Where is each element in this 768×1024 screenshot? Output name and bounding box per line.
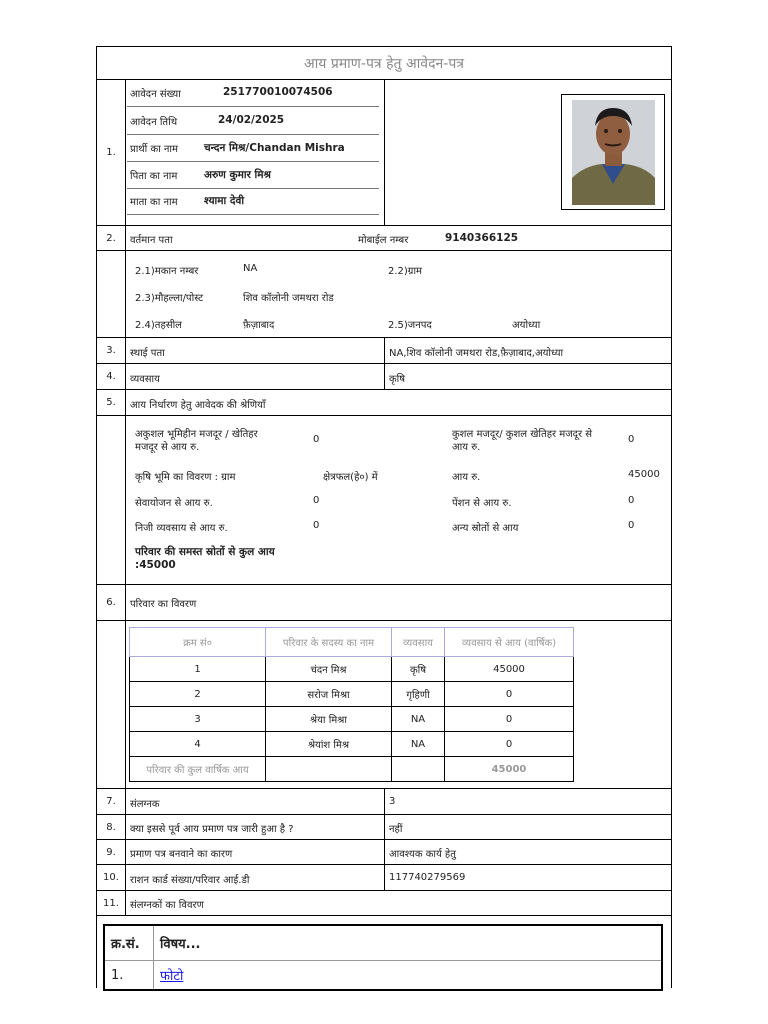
application-date-label: आवेदन तिथि xyxy=(130,117,178,128)
table-cell: चंदन मिश्र xyxy=(266,657,392,682)
column-header: विषय... xyxy=(154,925,663,961)
agri-land-label: कृषि भूमि का विवरण : ग्राम xyxy=(135,472,236,483)
table-cell: 45000 xyxy=(445,657,574,682)
table-cell: गृहिणी xyxy=(392,682,445,707)
row-number: 3. xyxy=(97,338,126,363)
column-header: परिवार के सदस्य का नाम xyxy=(266,628,392,657)
application-no-label: आवेदन संख्या xyxy=(130,89,181,100)
mohalla-label: 2.3)मौहल्ला/पोस्ट xyxy=(135,293,204,304)
family-total-value: 45000 xyxy=(445,757,574,782)
permanent-address: NA,शिव कॉलोनी जमथरा रोड,फ़ैज़ाबाद,अयोध्या xyxy=(389,348,564,359)
application-date: 24/02/2025 xyxy=(218,114,285,126)
district-label: 2.5)जनपद xyxy=(388,320,432,331)
table-row xyxy=(130,682,574,707)
business-value: 0 xyxy=(313,520,320,531)
applicant-name: चन्दन मिश्र/Chandan Mishra xyxy=(204,142,345,154)
attachments-count: 3 xyxy=(389,796,396,807)
current-address-label: वर्तमान पता xyxy=(130,235,173,246)
other-income-label: अन्य स्रोतों से आय xyxy=(452,523,519,534)
attachments-label: संलग्नक xyxy=(130,799,160,810)
mother-name-label: माता का नाम xyxy=(130,197,178,208)
other-income-value: 0 xyxy=(628,520,635,531)
family-table-header xyxy=(130,628,574,657)
table-cell: NA xyxy=(392,707,445,732)
unskilled-label-line2: मजदूर से आय रु. xyxy=(135,442,200,453)
mohalla: शिव कॉलोनी जमथरा रोड xyxy=(243,293,334,304)
table-row xyxy=(130,732,574,757)
mobile-number: 9140366125 xyxy=(445,232,519,244)
section-3-permanent-address xyxy=(97,337,671,363)
skilled-label-line2: आय रु. xyxy=(452,442,481,453)
district: अयोध्या xyxy=(512,320,541,331)
table-cell: 4 xyxy=(130,732,266,757)
applicant-photo xyxy=(572,100,655,205)
table-cell: श्रेयांश मिश्र xyxy=(266,732,392,757)
row-number: 11. xyxy=(97,891,126,915)
applicant-photo-frame xyxy=(561,94,665,210)
area-label: क्षेत्रफल(हे०) में xyxy=(323,472,378,483)
family-table xyxy=(129,627,574,782)
ration-card-label: राशन कार्ड संख्या/परिवार आई.डी xyxy=(130,875,250,886)
section-11-attachments-table-row xyxy=(97,915,671,989)
row-number: 8. xyxy=(97,815,126,839)
section-5-income-details xyxy=(97,415,671,584)
row-number: 1. xyxy=(97,80,126,225)
table-cell: 1 xyxy=(130,657,266,682)
unskilled-label-line1: अकुशल भूमिहीन मजदूर / खेतिहर xyxy=(135,429,258,440)
row-number: 9. xyxy=(97,840,126,864)
ration-card-number: 117740279569 xyxy=(389,872,466,883)
row-number: 10. xyxy=(97,865,126,890)
table-cell: कृषि xyxy=(392,657,445,682)
section-6-family-table-row xyxy=(97,620,671,788)
pension-label: पेंशन से आय रु. xyxy=(452,498,512,509)
village-label: 2.2)ग्राम xyxy=(388,266,423,277)
mobile-label: मोबाईल नम्बर xyxy=(358,235,409,246)
reason-label: प्रमाण पत्र बनवाने का कारण xyxy=(130,849,233,860)
permanent-address-label: स्थाई पता xyxy=(130,348,165,359)
mother-name: श्यामा देवी xyxy=(204,195,245,207)
section-11-header xyxy=(97,890,671,915)
occupation: कृषि xyxy=(389,374,406,385)
section-6-header xyxy=(97,584,671,620)
applicant-name-label: प्रार्थी का नाम xyxy=(130,144,179,155)
total-income-label: परिवार की समस्त स्रोतों से कुल आय xyxy=(135,546,275,558)
form-title: आय प्रमाण-पत्र हेतु आवेदन-पत्र xyxy=(303,55,465,72)
employment-value: 0 xyxy=(313,495,320,506)
house-no: NA xyxy=(243,263,258,274)
table-cell: 3 xyxy=(130,707,266,732)
attachments-table-header xyxy=(104,925,662,961)
father-name: अरुण कुमार मिश्र xyxy=(204,169,271,181)
table-row xyxy=(130,707,574,732)
table-cell xyxy=(266,757,392,782)
unskilled-value: 0 xyxy=(313,434,320,445)
reason-value: आवश्यक कार्य हेतु xyxy=(389,849,456,860)
section-9-reason xyxy=(97,839,671,864)
attachment-details-label: संलग्नकों का विवरण xyxy=(130,900,204,911)
pension-value: 0 xyxy=(628,495,635,506)
row-number: 2. xyxy=(97,226,126,250)
row-number: 5. xyxy=(97,390,126,415)
section-2-address-header xyxy=(97,225,671,250)
table-cell: NA xyxy=(392,732,445,757)
table-cell: 0 xyxy=(445,732,574,757)
section-4-occupation xyxy=(97,363,671,389)
skilled-value: 0 xyxy=(628,434,635,445)
row-number: 6. xyxy=(97,585,126,620)
section-5-header xyxy=(97,389,671,415)
income-value: 45000 xyxy=(628,469,660,480)
table-cell: सरोज मिश्रा xyxy=(266,682,392,707)
total-income-value: :45000 xyxy=(135,559,176,571)
family-details-label: परिवार का विवरण xyxy=(130,599,197,610)
income-categories-label: आय निर्धारण हेतु आवेदक की श्रेणियाँ xyxy=(130,400,266,411)
business-label: निजी व्यवसाय से आय रु. xyxy=(135,523,228,534)
row-number: 4. xyxy=(97,364,126,389)
attachment-photo-link[interactable]: फोटो xyxy=(160,969,184,984)
house-no-label: 2.1)मकान नम्बर xyxy=(135,266,199,277)
application-no: 251770010074506 xyxy=(223,86,333,98)
table-cell: 0 xyxy=(445,707,574,732)
section-2-address-details xyxy=(97,250,671,337)
table-cell: श्रेया मिश्रा xyxy=(266,707,392,732)
previous-certificate-value: नहीं xyxy=(389,824,403,835)
row-number: 7. xyxy=(97,789,126,814)
attachments-table xyxy=(103,924,663,991)
table-cell xyxy=(392,757,445,782)
column-header: क्र.सं. xyxy=(104,925,154,961)
column-header: व्यवसाय से आय (वार्षिक) xyxy=(445,628,574,657)
section-7-attachments-count xyxy=(97,788,671,814)
tehsil-label: 2.4)तहसील xyxy=(135,320,182,331)
section-8-previous-certificate xyxy=(97,814,671,839)
previous-certificate-label: क्या इससे पूर्व आय प्रमाण पत्र जारी हुआ है ? xyxy=(130,824,294,835)
attachment-cell xyxy=(154,961,663,991)
table-cell: 0 xyxy=(445,682,574,707)
family-total-label: परिवार की कुल वार्षिक आय xyxy=(130,757,266,782)
application-form xyxy=(96,46,672,988)
table-row xyxy=(130,657,574,682)
table-row xyxy=(104,961,662,991)
attachment-sn: 1. xyxy=(104,961,154,991)
family-total-row xyxy=(130,757,574,782)
income-label: आय रु. xyxy=(452,472,481,483)
table-cell: 2 xyxy=(130,682,266,707)
skilled-label-line1: कुशल मजदूर/ कुशल खेतिहर मजदूर से xyxy=(452,429,593,440)
column-header: व्यवसाय xyxy=(392,628,445,657)
section-10-ration-card xyxy=(97,864,671,890)
occupation-label: व्यवसाय xyxy=(130,374,160,385)
employment-label: सेवायोजन से आय रु. xyxy=(135,498,213,509)
tehsil: फ़ैज़ाबाद xyxy=(243,320,275,331)
father-name-label: पिता का नाम xyxy=(130,171,178,182)
column-header: क्रम सं० xyxy=(130,628,266,657)
